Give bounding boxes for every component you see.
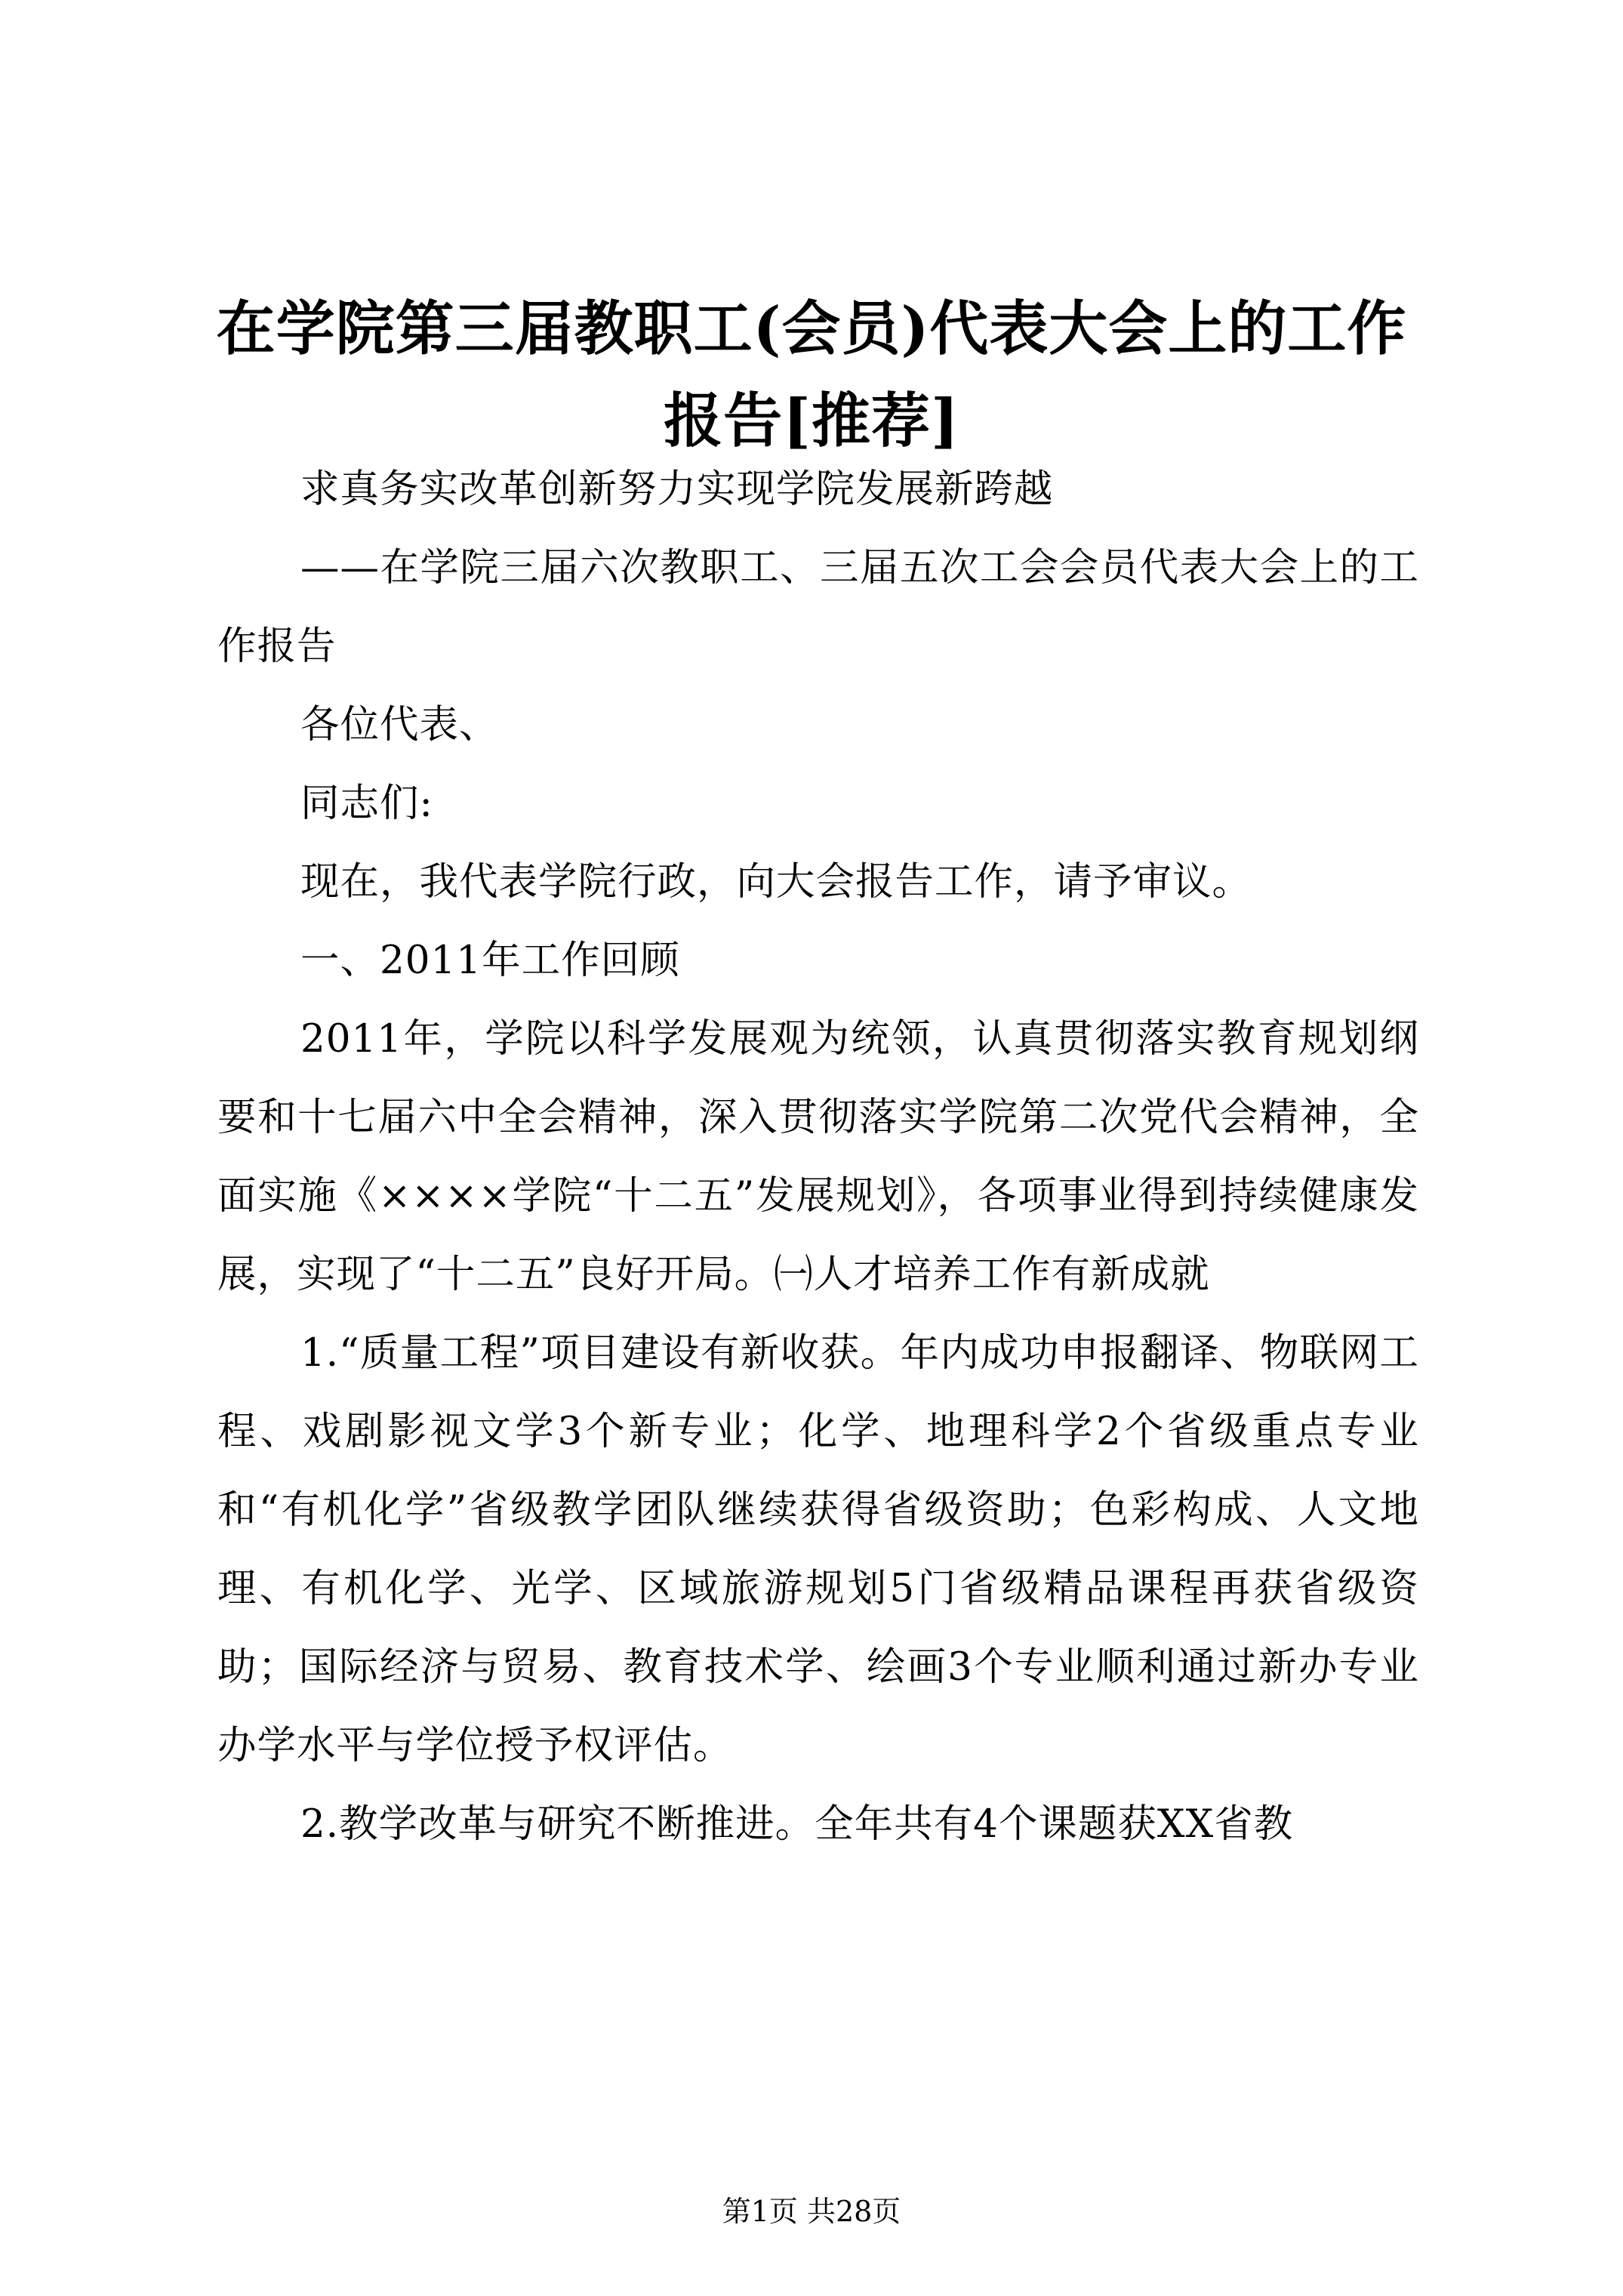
paragraph-section-heading: 一、2011年工作回顾 [300, 938, 680, 983]
paragraph-opening: 现在，我代表学院行政，向大会报告工作，请予审议。 [300, 859, 1252, 905]
paragraph-salutation-1: 各位代表、 [300, 702, 499, 747]
paragraph-review: 2011年，学院以科学发展观为统领，认真贯彻落实教育规划纲要和十七届六中全会精神，深入贯彻落实学院第二次党代会精神，全面实施《××××学院“十二五”发展规划》，各项事业得到持续健康发展，实现了“十二五”良好开局。㈠人才培养工作有新成就 [217, 1016, 1419, 1297]
paragraph-subheading: ——在学院三届六次教职工、三届五次工会会员代表大会上的工作报告 [217, 545, 1419, 669]
page-footer: 第1页 共28页 [722, 2195, 901, 2228]
paragraph-item-2: 2.教学改革与研究不断推进。全年共有4个课题获XX省教 [300, 1801, 1294, 1847]
document-title: 在学院第三届教职工(会员)代表大会上的工作报告[推荐] [216, 294, 1407, 455]
document-body [217, 450, 1419, 1863]
paragraph-item-1: 1.“质量工程”项目建设有新收获。年内成功申报翻译、物联网工程、戏剧影视文学3个新专业；化学、地理科学2个省级重点专业和“有机化学”省级教学团队继续获得省级资助；色彩构成、人文地理、有机化学、光学、区域旅游规划5门省级精品课程再获省级资助；国际经济与贸易、教育技术学、绘画3个专业顺利通过新办专业办学水平与学位授予权评估。 [217, 1330, 1419, 1768]
paragraph-salutation-2: 同志们: [300, 781, 433, 826]
paragraph-subtitle: 求真务实改革创新努力实现学院发展新跨越 [300, 467, 1054, 512]
